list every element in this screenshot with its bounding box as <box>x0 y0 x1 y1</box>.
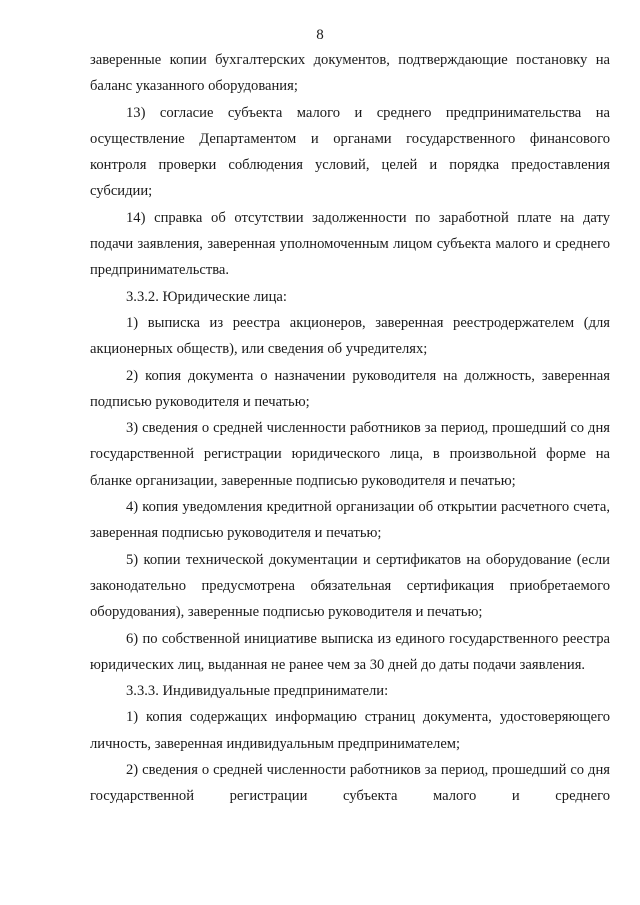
list-item-14-no-debt-certificate: 14) справка об отсутствии задолженности по заработной плате на дату подачи заявления, заверенная уполномоченным лицом субъекта малого и среднего предпринимательства. <box>90 209 610 279</box>
legal-entity-item-3: 3) сведения о средней численности работников за период, прошедший со дня государственной регистрации юридического лица, в произвольной форме на бланке организации, заверенные подписью руководителя и печатью; <box>90 420 610 489</box>
document-body <box>90 47 610 810</box>
section-heading-legal-entities: 3.3.2. Юридические лица: <box>126 288 287 305</box>
legal-entity-item-2: 2) копия документа о назначении руководителя на должность, заверенная подписью руководителя и печатью; <box>90 367 610 410</box>
legal-entity-item-6: 6) по собственной инициативе выписка из единого государственного реестра юридических лиц, выданная не ранее чем за 30 дней до даты подачи заявления. <box>90 630 610 673</box>
entrepreneur-item-2: 2) сведения о средней численности работников за период, прошедший со дня государственной регистрации субъекта малого и среднего <box>90 762 610 805</box>
list-item-13-consent: 13) согласие субъекта малого и среднего предпринимательства на осуществление Департаментом и органами государственного финансового контроля проверки соблюдения условий, целей и порядка предоставления субсидии; <box>90 104 610 200</box>
legal-entity-item-4: 4) копия уведомления кредитной организации об открытии расчетного счета, заверенная подписью руководителя и печатью; <box>90 499 610 542</box>
section-heading-individual-entrepreneurs: 3.3.3. Индивидуальные предприниматели: <box>126 683 389 700</box>
legal-entity-item-1: 1) выписка из реестра акционеров, заверенная реестродержателем (для акционерных обществ), или сведения об учредителях; <box>90 314 610 358</box>
entrepreneur-item-1: 1) копия содержащих информацию страниц документа, удостоверяющего личность, заверенная индивидуальным предпринимателем; <box>90 709 610 752</box>
paragraph-continuation: заверенные копии бухгалтерских документов, подтверждающие постановку на баланс указанного оборудования; <box>90 52 610 95</box>
page-number: 8 <box>316 27 324 43</box>
legal-entity-item-5: 5) копии технической документации и сертификатов на оборудование (если законодательно предусмотрена обязательная сертификация приобретаемого оборудования), заверенные подписью руководителя и печатью; <box>90 551 610 621</box>
